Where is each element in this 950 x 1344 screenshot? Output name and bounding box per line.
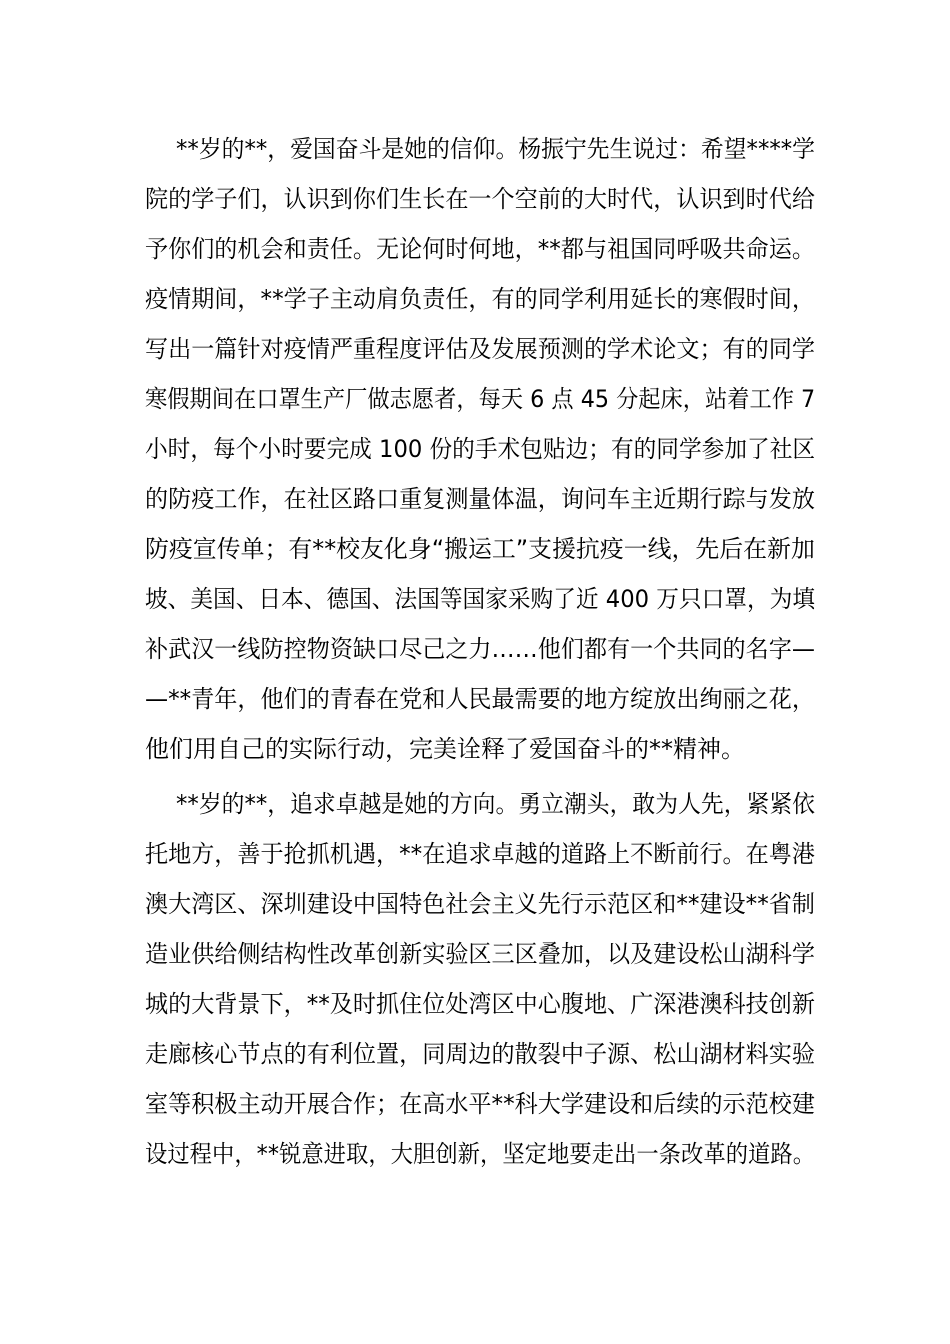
text-line: 防疫宣传单；有**校友化身“搬运工”支援抗疫一线，先后在新加: [145, 535, 815, 563]
text-line: 补武汉一线防控物资缺口尽己之力……他们都有一个共同的名字—: [145, 635, 815, 663]
text-line: **岁的**，追求卓越是她的方向。勇立潮头，敢为人先，紧紧依: [176, 790, 816, 818]
text-line: —**青年，他们的青春在党和人民最需要的地方绽放出绚丽之花，: [145, 685, 815, 713]
text-line: 寒假期间在口罩生产厂做志愿者，每天 6 点 45 分起床，站着工作 7: [145, 385, 816, 413]
text-line: 他们用自己的实际行动，完美诠释了爱国奋斗的**精神。: [145, 735, 745, 763]
text-line: **岁的**，爱国奋斗是她的信仰。杨振宁先生说过：希望****学: [176, 135, 816, 163]
text-line: 走廊核心节点的有利位置，同周边的散裂中子源、松山湖材料实验: [145, 1040, 815, 1068]
text-line: 小时，每个小时要完成 100 份的手术包贴边；有的同学参加了社区: [145, 435, 816, 463]
text-line: 托地方，善于抢抓机遇，**在追求卓越的道路上不断前行。在粤港: [145, 840, 815, 868]
text-line: 的防疫工作，在社区路口重复测量体温，询问车主近期行踪与发放: [145, 485, 815, 513]
text-line: 写出一篇针对疫情严重程度评估及发展预测的学术论文；有的同学: [145, 335, 815, 363]
text-line: 造业供给侧结构性改革创新实验区三区叠加，以及建设松山湖科学: [145, 940, 815, 968]
text-line: 予你们的机会和责任。无论何时何地，**都与祖国同呼吸共命运。: [145, 235, 815, 263]
text-line: 设过程中，**锐意进取，大胆创新，坚定地要走出一条改革的道路。: [145, 1140, 816, 1168]
text-line: 坡、美国、日本、德国、法国等国家采购了近 400 万只口罩，为填: [145, 585, 816, 613]
text-line: 城的大背景下，**及时抓住位处湾区中心腹地、广深港澳科技创新: [145, 990, 815, 1018]
text-line: 室等积极主动开展合作；在高水平**科大学建设和后续的示范校建: [145, 1090, 815, 1118]
text-line: 疫情期间，**学子主动肩负责任，有的同学利用延长的寒假时间，: [145, 285, 815, 313]
text-line: 澳大湾区、深圳建设中国特色社会主义先行示范区和**建设**省制: [145, 890, 815, 918]
text-line: 院的学子们，认识到你们生长在一个空前的大时代，认识到时代给: [145, 185, 815, 213]
